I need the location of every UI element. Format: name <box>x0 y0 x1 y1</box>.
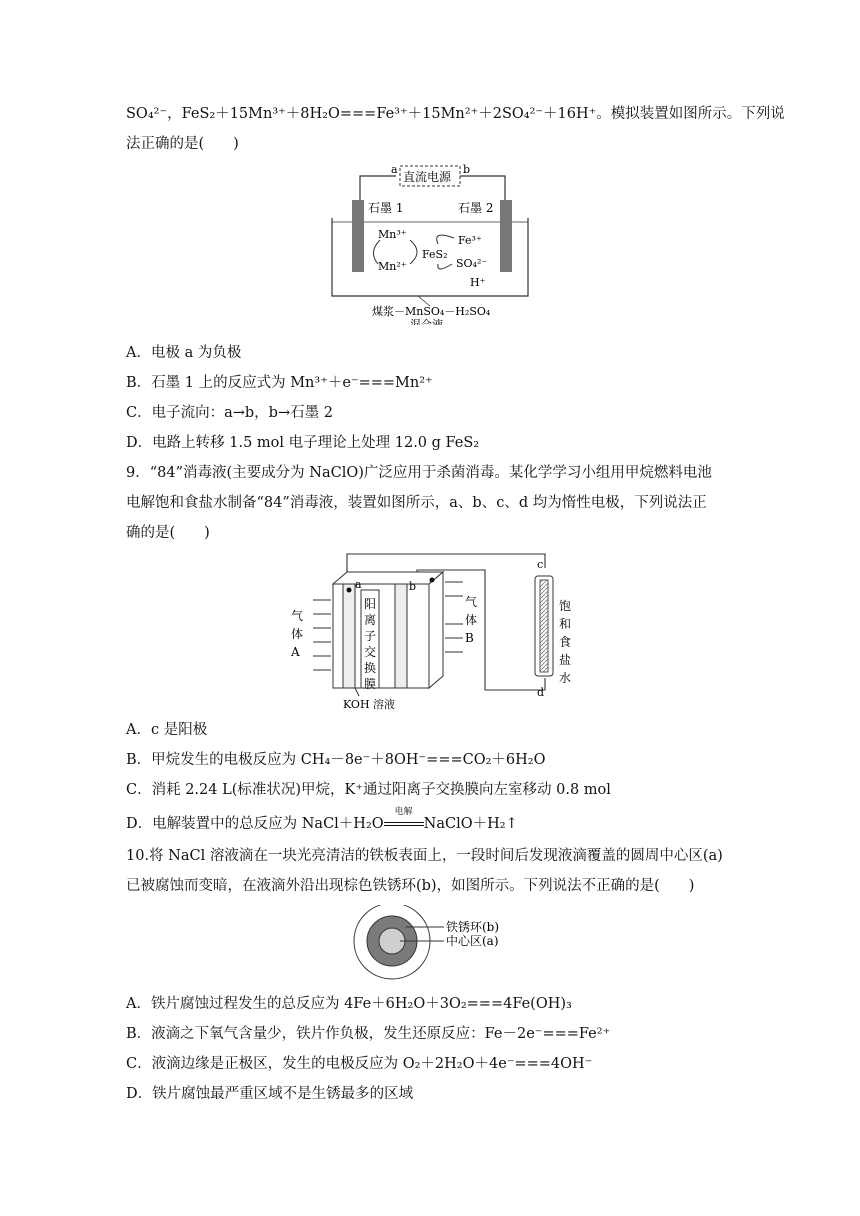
svg-text:离: 离 <box>364 613 377 627</box>
q9-line1: 9．“84”消毒液(主要成分为 NaClO)广泛应用于杀菌消毒。某化学学习小组用甲烷燃料电池 <box>126 465 712 481</box>
electrolysis-label: 电解 <box>394 807 413 817</box>
tube-packing <box>540 580 548 672</box>
electrode1-label: 石墨 1 <box>368 201 404 215</box>
q8-option-b: B．石墨 1 上的反应式为 Mn³⁺＋e⁻===Mn²⁺ <box>126 375 433 391</box>
so4-label: SO₄²⁻ <box>456 257 488 270</box>
label-d: d <box>537 686 545 699</box>
svg-text:食: 食 <box>559 635 572 649</box>
electrode-a-plate <box>343 584 355 688</box>
q10-line1: 10.将 NaCl 溶液滴在一块光亮清洁的铁板表面上，一段时间后发现液滴覆盖的圆周中心区(a) <box>126 848 723 864</box>
svg-text:膜: 膜 <box>364 677 377 691</box>
mn2-label: Mn²⁺ <box>378 260 407 273</box>
label-b: b <box>409 580 417 593</box>
q10-option-b: B．液滴之下氧气含量少，铁片作负极，发生还原反应：Fe－2e⁻===Fe²⁺ <box>126 1026 611 1042</box>
q8-electrolysis-figure <box>320 160 540 325</box>
label-c: c <box>537 558 544 571</box>
electrolysis-condition <box>384 807 424 834</box>
cell-side <box>429 572 443 688</box>
electrode2-label: 石墨 2 <box>458 201 494 215</box>
svg-text:体: 体 <box>465 613 478 627</box>
q9-option-a: A．c 是阳极 <box>126 722 208 738</box>
center-label: 中心区(a) <box>446 934 499 948</box>
svg-text:体: 体 <box>291 627 304 641</box>
caption-line2: 混合液 <box>410 318 443 325</box>
terminal-b <box>430 578 435 583</box>
ring-label: 铁锈环(b) <box>446 920 500 934</box>
svg-text:A: A <box>291 645 300 659</box>
q9-fuelcell-figure <box>285 550 575 710</box>
label-a: a <box>391 163 398 176</box>
q10-option-d: D．铁片腐蚀最严重区域不是生锈最多的区域 <box>126 1086 414 1102</box>
q10-option-a: A．铁片腐蚀过程发生的总反应为 4Fe＋6H₂O＋3O₂===4Fe(OH)₃ <box>126 996 572 1012</box>
svg-text:盐: 盐 <box>559 653 572 667</box>
gas-a-arrows <box>313 600 331 670</box>
q8-option-d: D．电路上转移 1.5 mol 电子理论上处理 12.0 g FeS₂ <box>126 435 480 451</box>
q9-option-d <box>126 807 734 834</box>
arrow-mn2-mn3 <box>410 240 417 264</box>
svg-text:子: 子 <box>364 629 377 643</box>
q9-option-c: C．消耗 2.24 L(标准状况)甲烷，K⁺通过阳离子交换膜向左室移动 0.8 mol <box>126 782 611 798</box>
koh-pointer <box>355 688 359 696</box>
q10-option-c: C．液滴边缘是正极区，发生的电极反应为 O₂＋2H₂O＋4e⁻===4OH⁻ <box>126 1056 593 1072</box>
label-b: b <box>463 163 471 176</box>
svg-text:B: B <box>465 631 474 645</box>
cell-top <box>333 572 443 584</box>
mn3-label: Mn³⁺ <box>378 228 407 241</box>
fes2-label: FeS₂ <box>422 248 448 261</box>
gas-b-arrows <box>445 582 463 652</box>
koh-label: KOH 溶液 <box>343 698 396 710</box>
arrow-to-so4 <box>438 264 452 269</box>
q10-corrosion-figure <box>350 905 520 985</box>
arrow-to-fe3 <box>437 235 454 244</box>
label-a: a <box>355 578 362 591</box>
svg-text:交: 交 <box>364 645 377 659</box>
terminal-a <box>347 588 352 593</box>
q8-line2: 法正确的是( ) <box>126 136 239 152</box>
svg-text:阳: 阳 <box>364 597 377 611</box>
brine-label <box>559 598 571 685</box>
gas-b-label <box>465 594 477 645</box>
fe3-label: Fe³⁺ <box>458 234 482 247</box>
q8-option-c: C．电子流向：a→b，b→石墨 2 <box>126 405 333 421</box>
svg-text:饱: 饱 <box>559 599 572 613</box>
dc-source-label: 直流电源 <box>403 170 452 184</box>
graphite-electrode-2 <box>500 200 512 272</box>
graphite-electrode-1 <box>352 200 364 272</box>
h-label: H⁺ <box>470 276 486 289</box>
electrode-b-plate <box>395 584 407 688</box>
q9-option-b: B．甲烷发生的电极反应为 CH₄－8e⁻＋8OH⁻===CO₂＋6H₂O <box>126 752 546 768</box>
q10-line2: 已被腐蚀而变暗，在液滴外沿出现棕色铁锈环(b)，如图所示。下列说法不正确的是( ) <box>126 878 695 894</box>
q9-line3: 确的是( ) <box>126 525 210 541</box>
wire-b-d <box>433 570 545 690</box>
svg-text:气: 气 <box>465 595 478 609</box>
q9-line2: 电解饱和食盐水制备“84”消毒液，装置如图所示，a、b、c、d 均为惰性电极，下列说法正 <box>126 495 707 511</box>
q8-option-a: A．电极 a 为负极 <box>126 345 242 361</box>
svg-text:气: 气 <box>291 609 304 623</box>
svg-text:水: 水 <box>559 671 572 685</box>
q8-line1: SO₄²⁻，FeS₂＋15Mn³⁺＋8H₂O===Fe³⁺＋15Mn²⁺＋2SO₄²⁻＋16H⁺。模拟装置如图所示。下列说 <box>126 106 785 122</box>
svg-text:换: 换 <box>364 661 377 675</box>
svg-text:和: 和 <box>559 617 572 631</box>
q9-option-d-right: NaClO＋H₂↑ <box>423 816 518 832</box>
q9-option-d-left: D．电解装置中的总反应为 NaCl＋H₂O <box>126 816 384 832</box>
gas-a-label <box>290 608 303 659</box>
caption-line1: 煤浆－MnSO₄－H₂SO₄ <box>372 305 491 318</box>
